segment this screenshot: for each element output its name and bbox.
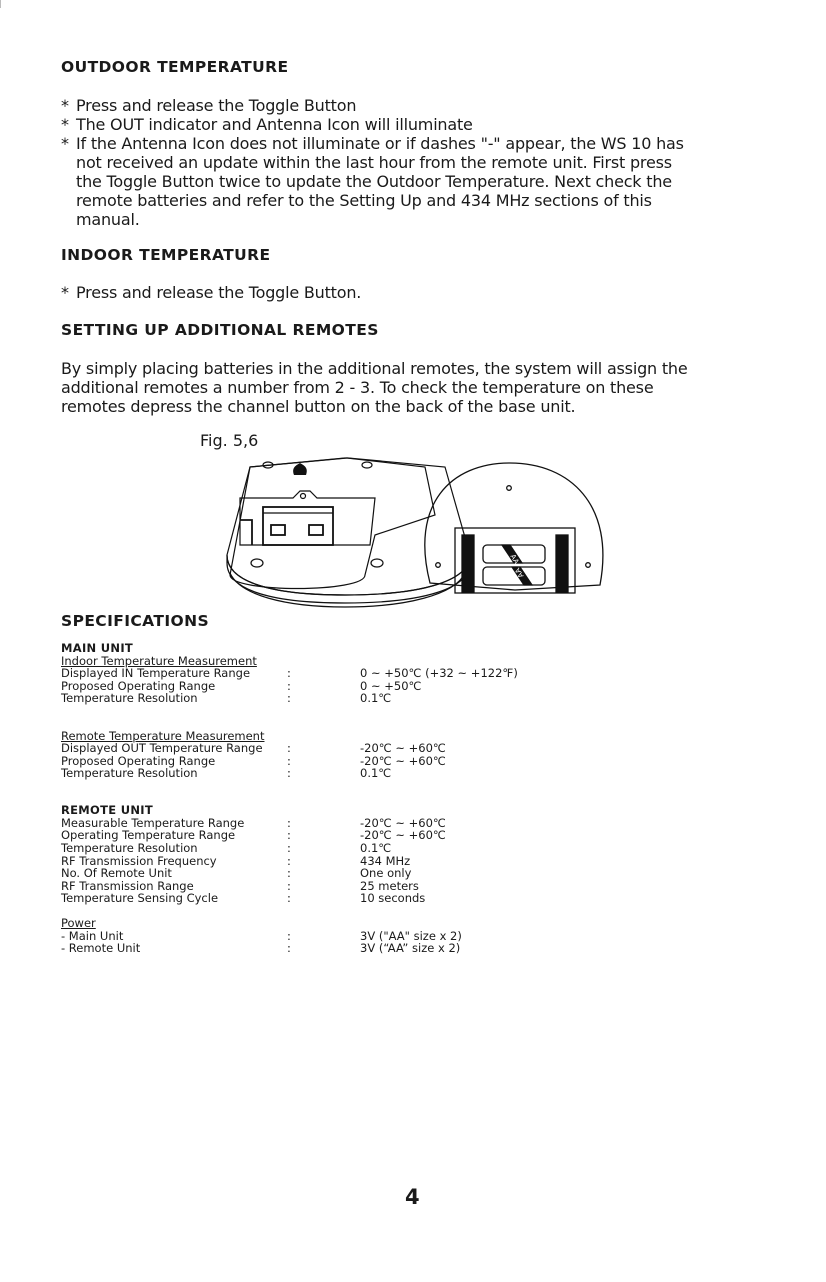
figure-remote-units <box>225 455 615 610</box>
indoor-heading: INDOOR TEMPERATURE <box>61 246 271 264</box>
hanging-hole-icon <box>293 463 307 475</box>
remotes-heading: SETTING UP ADDITIONAL REMOTES <box>61 321 379 339</box>
main-unit-heading: MAIN UNIT <box>61 641 134 655</box>
remotes-paragraph: By simply placing batteries in the additional remotes, the system will assign the additional remotes a number from 2 - 3. To check the temperature on these remotes depress the channel button on the back of the base unit. <box>61 359 688 416</box>
outdoor-bullet-1: * Press and release the Toggle Button <box>61 96 357 115</box>
specs-heading: SPECIFICATIONS <box>61 612 210 630</box>
outdoor-bullet-3: * If the Antenna Icon does not illuminate or if dashes "-" appear, the WS 10 has not received an update within the last hour from the remote unit. First press the Toggle Button twice to update the Outdoor Temperature. Next check the remote batteries and refer to the Setting Up and 434 MHz sections of this manual. <box>61 134 684 229</box>
indoor-bullet: * Press and release the Toggle Button. <box>61 283 362 302</box>
remote-measurement-title: Remote Temperature Measurement <box>61 729 265 743</box>
battery-label: AA <box>508 553 521 566</box>
crop-mark <box>0 0 1 8</box>
battery-label: AA <box>513 566 526 579</box>
remote-unit-illustration <box>425 463 603 593</box>
outdoor-heading: OUTDOOR TEMPERATURE <box>61 58 289 76</box>
remote-unit-heading: REMOTE UNIT <box>61 803 154 817</box>
indoor-measurement-title: Indoor Temperature Measurement <box>61 654 257 668</box>
figure-caption: Fig. 5,6 <box>200 431 259 450</box>
base-unit-illustration <box>227 458 470 607</box>
page-number: 4 <box>405 1185 420 1209</box>
power-title: Power <box>61 916 96 930</box>
outdoor-bullet-2: * The OUT indicator and Antenna Icon will illuminate <box>61 115 473 134</box>
